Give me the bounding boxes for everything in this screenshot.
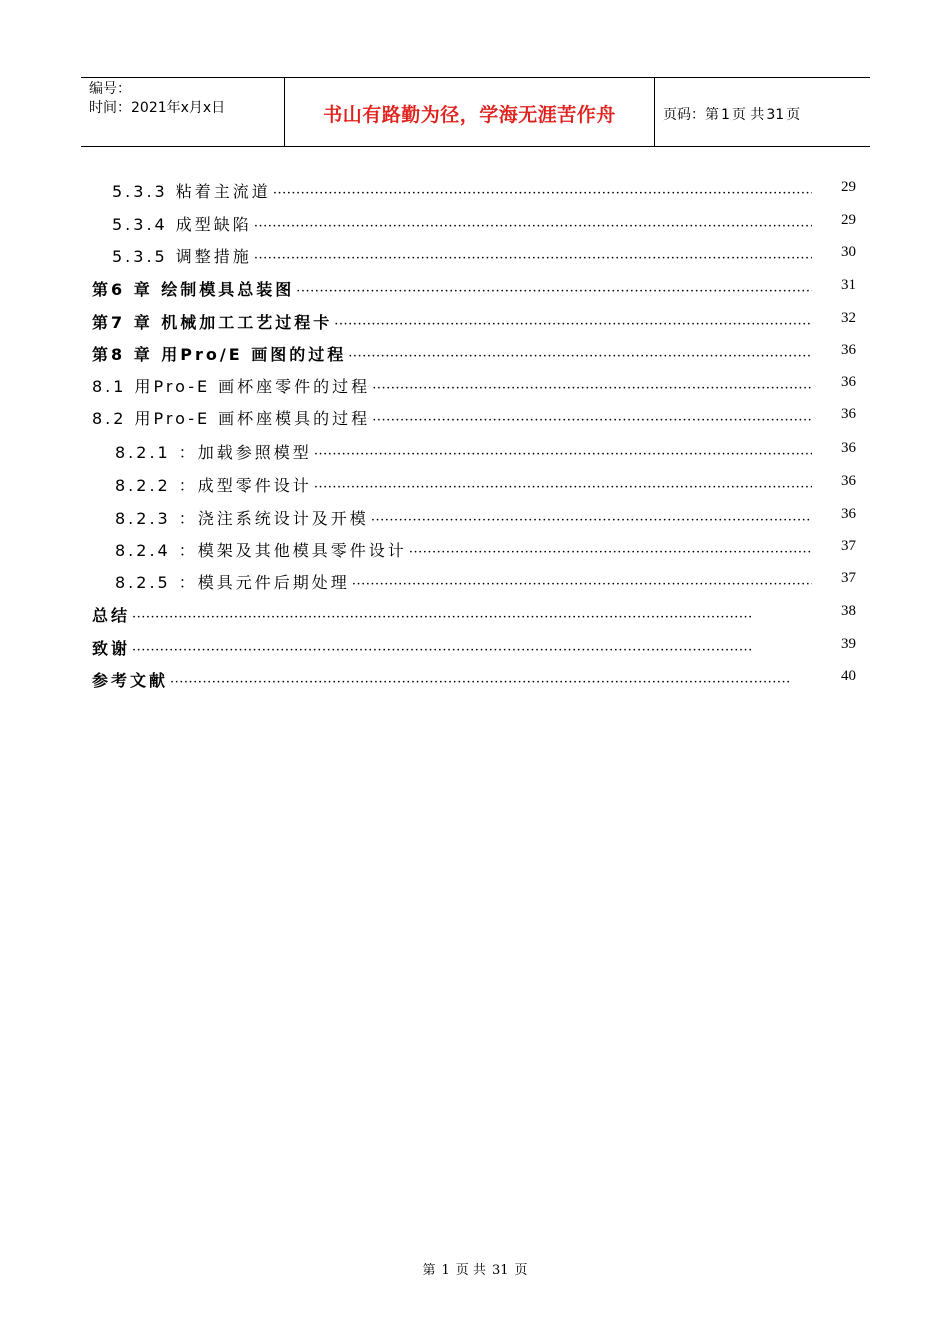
toc-entry-title: 第7 章 机械加工工艺过程卡 (92, 313, 333, 332)
toc-dot-leader (254, 219, 812, 234)
page-code-prefix: 页码：第 (663, 107, 719, 123)
toc-entry-page: 39 (841, 636, 856, 652)
motto-text: 书山有路勤为径，学海无涯苦作舟 (323, 104, 616, 126)
toc-dot-leader (372, 413, 812, 428)
toc-entry (92, 406, 856, 428)
toc-entry-title: 8.2.1 ：加载参照模型 (115, 443, 312, 462)
toc-entry-page: 36 (841, 506, 856, 522)
toc-entry (115, 538, 856, 560)
toc-entry-page: 29 (841, 179, 856, 195)
toc-entry-title: 8.2.2 ：成型零件设计 (115, 476, 312, 495)
toc-entry-title: 8.2 用Pro-E 画杯座模具的过程 (92, 409, 371, 428)
toc-entry-page: 36 (841, 440, 856, 456)
toc-entry-page: 36 (841, 342, 856, 358)
toc-entry (92, 277, 856, 299)
date-label: 时间：2021年x月x日 (89, 100, 226, 116)
toc-entry (115, 506, 856, 528)
toc-dot-leader (132, 610, 812, 625)
toc-entry (115, 570, 856, 592)
toc-dot-leader (372, 381, 812, 396)
toc-dot-leader (314, 447, 812, 462)
toc-dot-leader (371, 513, 812, 528)
toc-entry-page: 36 (841, 406, 856, 422)
toc-entry-page: 30 (841, 244, 856, 260)
toc-dot-leader (273, 186, 812, 201)
footer-prefix: 第 (422, 1263, 436, 1278)
toc-entry-title: 5.3.3 粘着主流道 (112, 182, 271, 201)
toc-entry (92, 342, 856, 364)
toc-dot-leader (254, 251, 812, 266)
toc-dot-leader (170, 675, 812, 690)
toc-entry-page: 37 (841, 570, 856, 586)
footer-suffix: 页 (514, 1263, 528, 1278)
page-footer (0, 1259, 950, 1278)
toc-entry-title: 5.3.5 调整措施 (112, 247, 252, 266)
toc-entry-page: 32 (841, 310, 856, 326)
page-code-current: 1 (721, 107, 730, 123)
toc-entry (112, 212, 856, 234)
serial-number-label: 编号： (89, 81, 131, 97)
toc-entry (115, 473, 856, 495)
toc-entry (112, 179, 856, 201)
toc-entry-page: 38 (841, 603, 856, 619)
toc-entry-title: 致谢 (92, 639, 131, 658)
page-code-suffix: 页 (786, 107, 801, 123)
toc-dot-leader (352, 577, 812, 592)
toc-dot-leader (314, 480, 812, 495)
toc-entry (115, 440, 856, 462)
page-code-middle: 页 共 (731, 107, 765, 123)
toc-entry-title: 8.2.5 ：模具元件后期处理 (115, 573, 350, 592)
toc-entry (92, 636, 856, 658)
toc-entry (112, 244, 856, 266)
toc-entry-title: 5.3.4 成型缺陷 (112, 215, 252, 234)
toc-entry-title: 8.1 用Pro-E 画杯座零件的过程 (92, 377, 371, 396)
toc-entry-page: 36 (841, 374, 856, 390)
toc-entry-title: 8.2.3 ：浇注系统设计及开模 (115, 509, 369, 528)
toc-dot-leader (348, 349, 812, 364)
toc-dot-leader (132, 643, 812, 658)
toc-entry (92, 374, 856, 396)
toc-entry-title: 总结 (92, 606, 131, 625)
toc-entry (92, 310, 856, 332)
toc-dot-leader (334, 317, 812, 332)
toc-entry (92, 668, 856, 690)
toc-entry-page: 29 (841, 212, 856, 228)
toc-entry (92, 603, 856, 625)
toc-entry-title: 参考文献 (92, 671, 169, 690)
toc-entry-page: 36 (841, 473, 856, 489)
toc-dot-leader (409, 545, 812, 560)
toc-entry-title: 第6 章 绘制模具总装图 (92, 280, 295, 299)
toc-entry-page: 31 (841, 277, 856, 293)
toc-dot-leader (296, 284, 812, 299)
toc-entry-title: 第8 章 用Pro/E 画图的过程 (92, 345, 347, 364)
toc-entry-page: 40 (841, 668, 856, 684)
footer-total: 31 (491, 1263, 509, 1278)
page-code-total: 31 (766, 107, 785, 123)
footer-current: 1 (441, 1263, 450, 1278)
toc-entry-title: 8.2.4 ：模架及其他模具零件设计 (115, 541, 407, 560)
toc-entry-page: 37 (841, 538, 856, 554)
footer-middle: 页 共 (455, 1263, 486, 1278)
